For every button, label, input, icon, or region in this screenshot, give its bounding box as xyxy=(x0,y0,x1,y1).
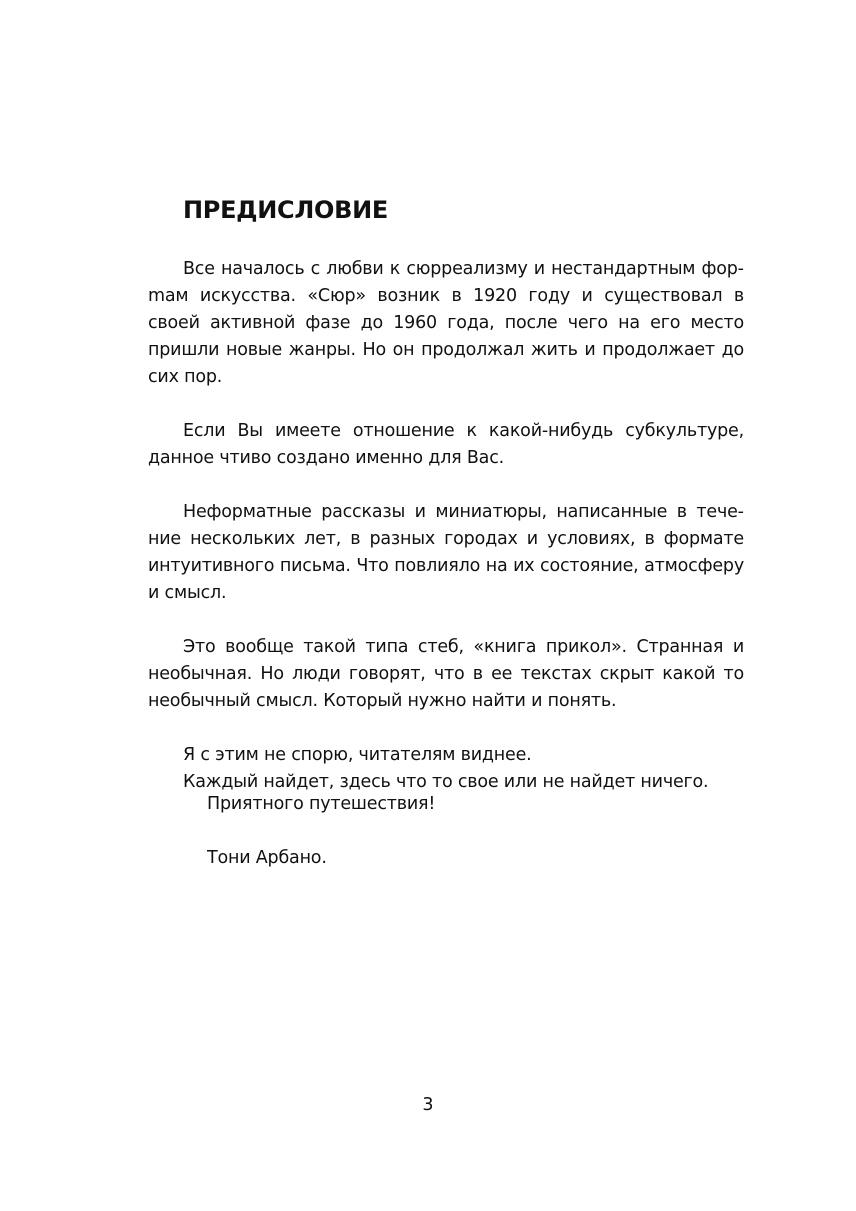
preface-body xyxy=(148,256,744,796)
closing-wish: Приятного путешествия! xyxy=(207,794,436,814)
remark-line-1: Я с этим не спорю, читателям виднее. xyxy=(183,745,532,765)
paragraph-4: Это вообще такой типа стеб, «книга прикол». Странная и необычная. Но люди говорят, что в ее текстах скрыт какой то необычный смысл. Который нужно найти и понять. xyxy=(148,637,744,711)
page-number: 3 xyxy=(422,1095,434,1115)
paragraph-1: Все началось с любви к сюрреализму и нестандартным форmам искусства. «Сюр» возник в 1920 году и существовал в своей активной фазе до 1960 года, после чего на его место пришли новые жанры. Но он продолжал жить и продолжает до сих пор. xyxy=(148,259,744,387)
paragraph-2: Если Вы имеете отношение к какой-нибудь субкультуре, данное чтиво создано именно для Вас. xyxy=(148,421,744,468)
remark-block xyxy=(148,742,744,796)
author-signature: Тони Арбано. xyxy=(207,848,327,868)
page-title: ПРЕДИСЛОВИЕ xyxy=(183,196,388,224)
remark-line-2: Каждый найдет, здесь что то свое или не найдет ничего. xyxy=(183,772,709,792)
paragraph-3: Неформатные рассказы и миниатюры, написанные в течение нескольких лет, в разных городах и условиях, в формате интуитивного письма. Что повлияло на их состояние, атмосферу и смысл. xyxy=(148,502,744,603)
